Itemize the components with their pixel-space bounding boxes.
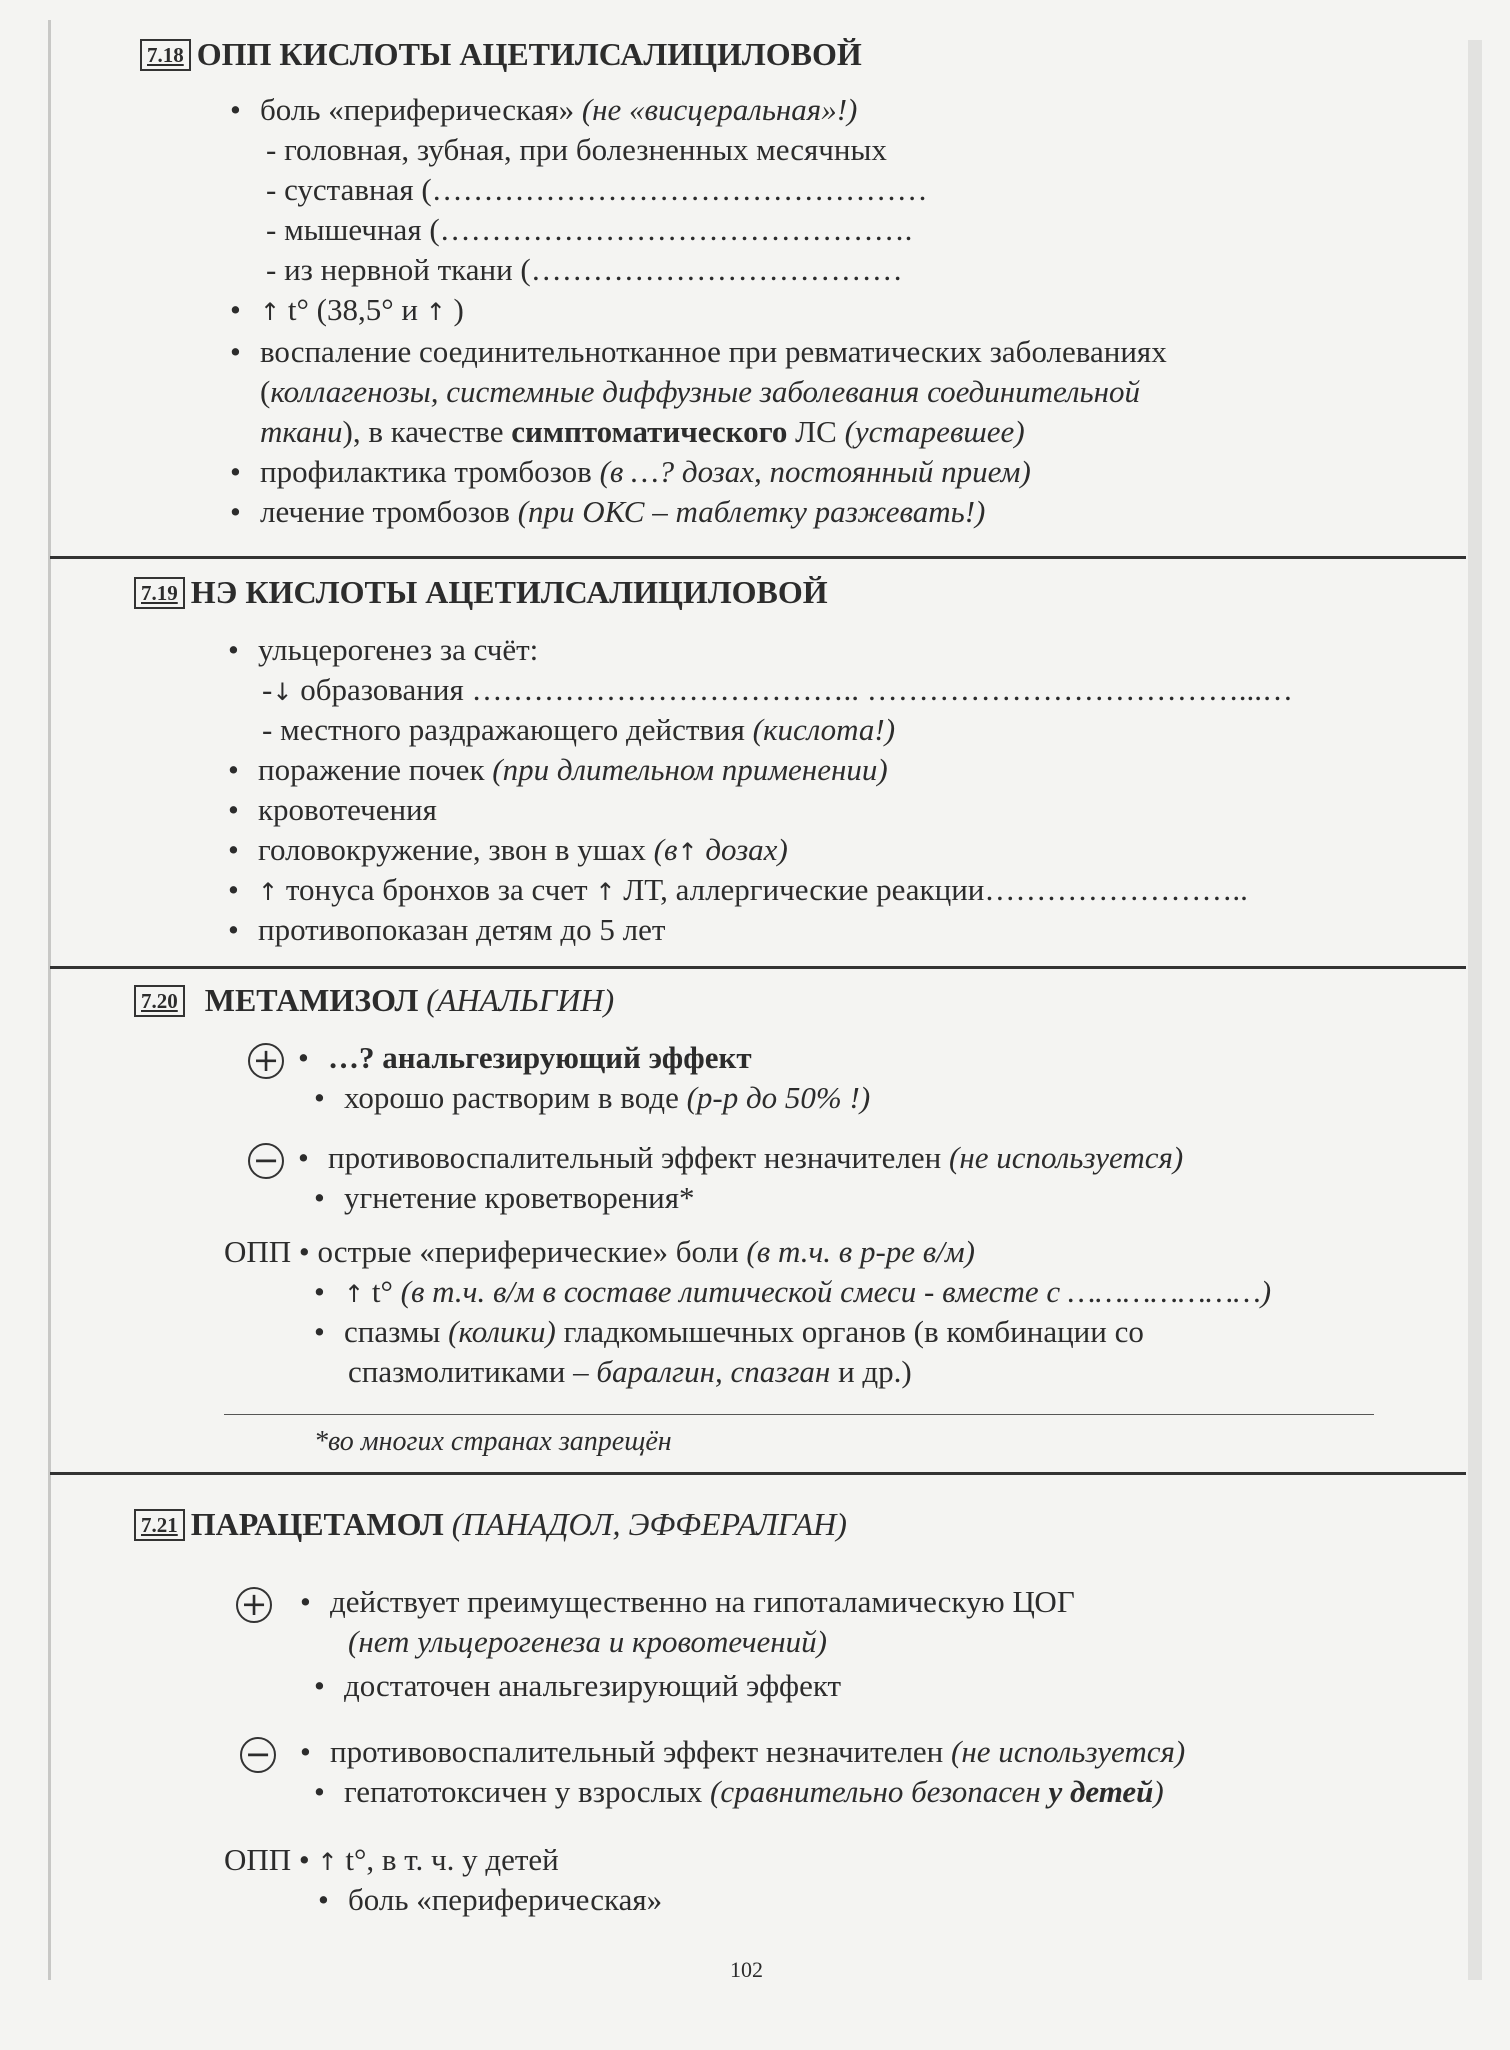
section-title: ПАРАЦЕТАМОЛ (190, 1506, 452, 1542)
arrow-up-icon: ↑ (317, 1848, 338, 1876)
section-number: 7.18 (140, 39, 191, 71)
page-number: 102 (730, 1957, 763, 1982)
opp-group: ОПП • острые «периферические» боли (в т.ч. в р-ре в/м) (224, 1234, 975, 1269)
section-number: 7.19 (134, 577, 185, 609)
list-item: • головокружение, звон в ушах (в↑ дозах) (228, 832, 788, 867)
list-item-cont: (коллагенозы, системные диффузные заболевания соединительной (260, 374, 1141, 409)
heading-7-18 (140, 36, 862, 72)
list-item: • хорошо растворим в воде (р-р до 50% !) (314, 1080, 871, 1115)
arrow-down-icon: ↓ (272, 678, 293, 706)
list-item: • ↑ тонуса бронхов за счет ↑ ЛТ, аллергические реакции…………………….. (228, 872, 1248, 907)
list-item: • кровотечения (228, 792, 437, 827)
list-subitem: - мышечная (………………………………………. (266, 212, 913, 247)
list-item-cont: (нет ульцерогенеза и кровотечений) (348, 1624, 827, 1659)
list-item: • профилактика тромбозов (в …? дозах, постоянный прием) (230, 454, 1031, 489)
list-subitem: - головная, зубная, при болезненных месячных (266, 132, 887, 167)
list-item: • спазмы (колики) гладкомышечных органов (в комбинации со (314, 1314, 1144, 1349)
list-item-cont: ткани), в качестве симптоматического ЛС (устаревшее) (260, 414, 1025, 449)
list-item: • лечение тромбозов (при ОКС – таблетку разжевать!) (230, 494, 986, 529)
list-item: • достаточен анальгезирующий эффект (314, 1668, 842, 1703)
list-item: • ульцерогенез за счёт: (228, 632, 539, 667)
list-item: • ↑ t° (38,5° и ↑ ) (230, 292, 464, 327)
section-title: ОПП КИСЛОТЫ АЦЕТИЛСАЛИЦИЛОВОЙ (196, 36, 862, 72)
section-title: НЭ КИСЛОТЫ АЦЕТИЛСАЛИЦИЛОВОЙ (190, 574, 828, 610)
arrow-up-icon: ↑ (344, 1280, 365, 1308)
footnote: *во многих странах запрещён (314, 1426, 672, 1457)
section-title: МЕТАМИЗОЛ (204, 982, 427, 1018)
section-divider (50, 966, 1466, 969)
heading-7-20 (134, 982, 614, 1018)
list-item: • угнетение кроветворения* (314, 1180, 695, 1215)
list-item-cont: спазмолитиками – баралгин, спазган и др.) (348, 1354, 912, 1389)
page-shadow (1468, 40, 1482, 1980)
section-number: 7.21 (134, 1509, 185, 1541)
list-subitem: - из нервной ткани (……………………………… (266, 252, 903, 287)
page-edge (48, 20, 51, 1980)
list-item: • боль «периферическая» (318, 1882, 663, 1917)
arrow-up-icon: ↑ (425, 298, 446, 326)
opp-group: ОПП • ↑ t°, в т. ч. у детей (224, 1842, 559, 1877)
list-item: • поражение почек (при длительном применении) (228, 752, 888, 787)
minus-group: − • противовоспалительный эффект незначителен (не используется) (248, 1140, 1183, 1179)
section-number: 7.20 (134, 985, 185, 1017)
plus-circle-icon: + (236, 1587, 272, 1623)
list-subitem: - суставная (………………………………………… (266, 172, 928, 207)
list-subitem: -↓ образования ……………………………….. ………………………………...… (262, 672, 1293, 707)
minus-circle-icon: − (248, 1143, 284, 1179)
arrow-up-icon: ↑ (677, 838, 698, 866)
section-title-alt: (АНАЛЬГИН) (426, 982, 615, 1018)
heading-7-21 (134, 1506, 847, 1542)
section-title-alt: (ПАНАДОЛ, ЭФФЕРАЛГАН) (451, 1506, 847, 1542)
arrow-up-icon: ↑ (595, 878, 616, 906)
section-divider (50, 1472, 1466, 1475)
list-subitem: - местного раздражающего действия (кислота!) (262, 712, 896, 747)
arrow-up-icon: ↑ (258, 878, 279, 906)
minus-circle-icon: − (240, 1737, 276, 1773)
list-item: • гепатотоксичен у взрослых (сравнительно безопасен у детей) (314, 1774, 1164, 1809)
list-item: • ↑ t° (в т.ч. в/м в составе литической смеси - вместе с …………………) (314, 1274, 1272, 1309)
heading-7-19 (134, 574, 828, 610)
minus-group: − • противовоспалительный эффект незначителен (не используется) (240, 1734, 1185, 1773)
plus-circle-icon: + (248, 1043, 284, 1079)
footnote-rule (224, 1414, 1374, 1415)
plus-group: + • …? анальгезирующий эффект (248, 1040, 752, 1079)
list-item: • противопоказан детям до 5 лет (228, 912, 666, 947)
section-divider (50, 556, 1466, 559)
plus-group: + • действует преимущественно на гипоталамическую ЦОГ (236, 1584, 1075, 1623)
list-item: • воспаление соединительнотканное при ревматических заболеваниях (230, 334, 1167, 369)
arrow-up-icon: ↑ (260, 298, 281, 326)
list-item: • боль «периферическая» (не «висцеральная»!) (230, 92, 858, 127)
